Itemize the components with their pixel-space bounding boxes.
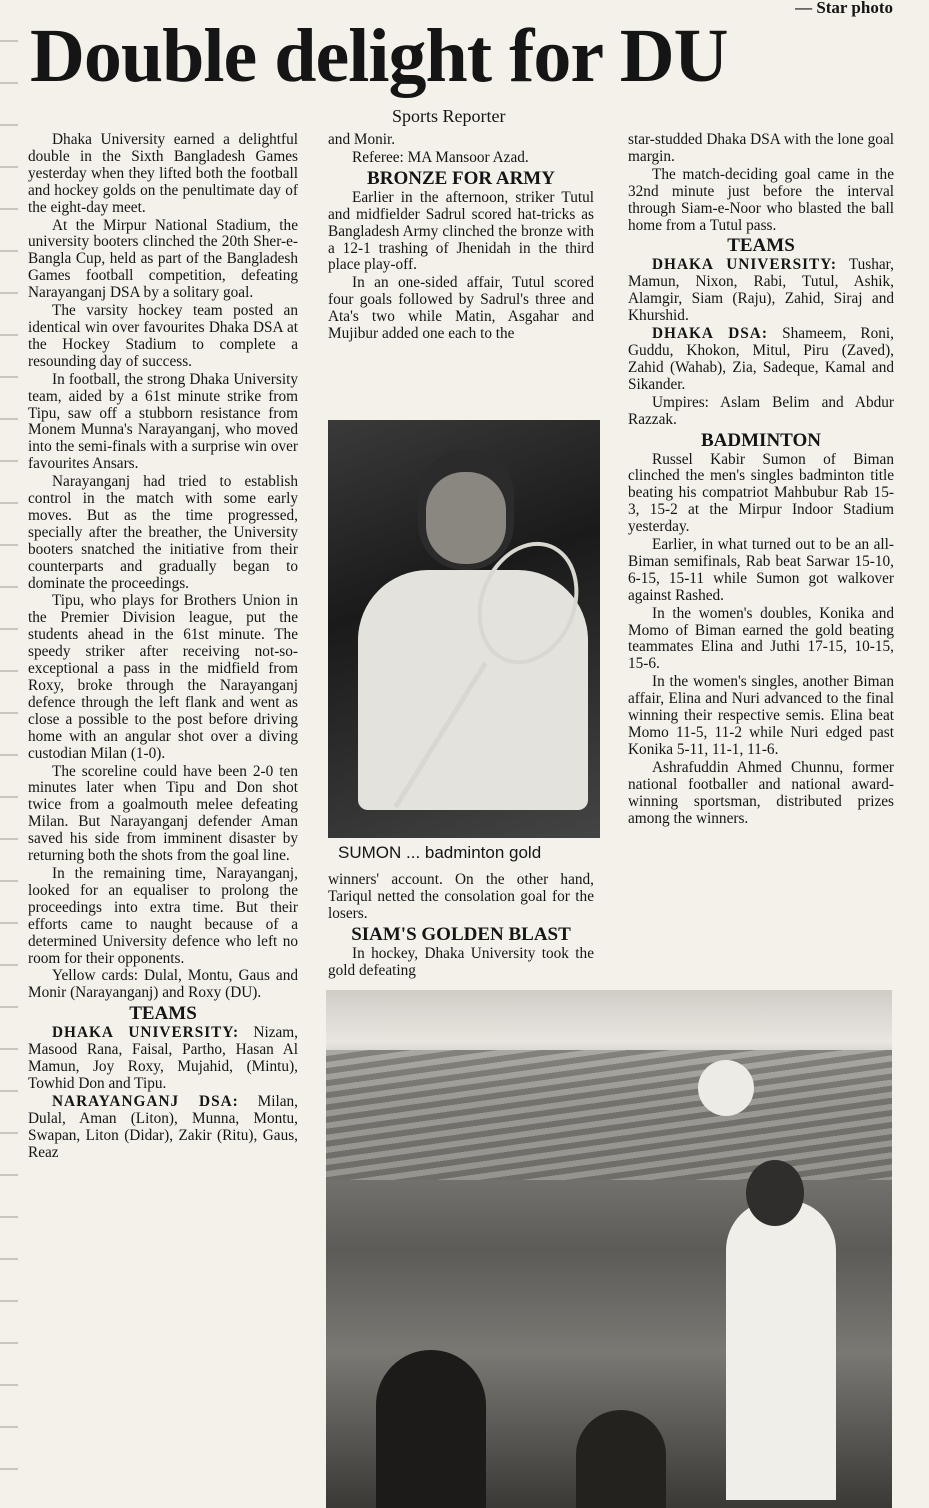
paragraph: Narayanganj had tried to establish control in the match with some early moves. But as the time progressed, specially after the breather, the University booters snatched the initiative from their counterparts and gradually began to dominate the proceedings. [28, 473, 298, 592]
subheading-teams: TEAMS [129, 1003, 197, 1025]
paragraph: Ashrafuddin Ahmed Chunnu, former national footballer and national award-winning sportsman, distributed prizes among the winners. [628, 758, 894, 827]
team-lineup [28, 1025, 298, 1093]
paragraph: and Monir. [328, 132, 396, 148]
photo-figure-face [426, 472, 506, 564]
football-icon [698, 1060, 754, 1116]
team-lineup [28, 1094, 298, 1162]
team-players: Nizam, Masood Rana, Faisal, Partho, Hasan Al Mamun, Joy Roxy, Mujahid, (Mintu), Towhid Don and Tipu. [28, 1024, 298, 1092]
team-lineup [628, 257, 894, 325]
photo-sumon [328, 420, 600, 838]
photo-credit: — Star photo [795, 0, 893, 17]
photo-caption: SUMON ... badminton gold [338, 843, 542, 862]
team-players: Tushar, Mamun, Nixon, Rabi, Tutul, Ashik, Alamgir, Siam (Raju), Zahid, Siraj and Khurshid. [628, 256, 894, 325]
photo-football-match [326, 990, 892, 1508]
byline: Sports Reporter [392, 106, 506, 126]
paragraph: Russel Kabir Sumon of Biman clinched the men's singles badminton title beating his compatriot Mahbubur Rab 15-3, 15-2 at the Mirpur Indoor Stadium yesterday. [628, 450, 894, 536]
paragraph: Earlier, in what turned out to be an all-Biman semifinals, Rab beat Sarwar 15-10, 6-15, 15-11 while Sumon got walkover against Rashed. [628, 536, 894, 604]
team-name: DHAKA UNIVERSITY: [52, 1024, 240, 1042]
referee-line: Referee: MA Mansoor Azad. [352, 148, 529, 166]
paragraph: In the women's doubles, Konika and Momo of Biman earned the gold beating teammates Elina and Juthi 17-15, 10-15, 15-6. [628, 604, 894, 673]
subheading-badminton: BADMINTON [701, 429, 821, 451]
photo-player-jumping [726, 1200, 836, 1500]
paragraph: Tipu, who plays for Brothers Union in the Premier Division league, put the students ahead in the 61st minute. The speedy striker after receiving not-so-exceptional a pass in the midfield from Roxy, broke through the Narayanganj defence through the left flank and went as close a possible to the post before driving home with an angular shot over a diving custodian Milan (1-0). [28, 592, 298, 762]
paragraph: In an one-sided affair, Tutul scored four goals followed by Sadrul's three and Ata's two while Matin, Asgahar and Mujibur added one each to the [328, 274, 594, 343]
stadium-roof [326, 1050, 892, 1180]
team-name: NARAYANGANJ DSA: [52, 1092, 239, 1110]
team-lineup [628, 326, 894, 394]
page-edge-left [0, 0, 18, 1508]
team-name: DHAKA UNIVERSITY: [652, 256, 837, 274]
page-edge-right [906, 0, 929, 1508]
team-players: Shameem, Roni, Guddu, Khokon, Mitul, Piru (Zaved), Zahid (Wahab), Zia, Sadeque, Kamal and Sikander. [628, 325, 894, 393]
article-column-2-continued [328, 872, 594, 992]
article-column-1 [28, 132, 298, 1504]
subheading-teams: TEAMS [727, 235, 795, 257]
paragraph: The match-deciding goal came in the 32nd minute just before the interval through Siam-e-Noor who blasted the ball home from a Tutul pass. [628, 165, 894, 234]
paragraph: Dhaka University earned a delightful double in the Sixth Bangladesh Games yesterday when they lifted both the football and hockey golds on the penultimate day of the eight-day meet. [28, 132, 298, 216]
paragraph: The varsity hockey team posted an identical win over favourites Dhaka DSA at the Hockey Stadium to complete a resounding day of success. [28, 302, 298, 370]
umpires-line: Umpires: Aslam Belim and Abdur Razzak. [628, 393, 894, 428]
paragraph: In hockey, Dhaka University took the gold defeating [328, 944, 594, 979]
photo-player-head [746, 1160, 804, 1226]
subheading-bronze: BRONZE FOR ARMY [367, 167, 555, 189]
photo-player-foreground [576, 1410, 666, 1508]
paragraph: In the remaining time, Narayanganj, looked for an equaliser to prolong the proceedings into extra time. But their efforts came to naught because of a determined University defence who left no room for their opponents. [28, 864, 298, 967]
team-players: Milan, Dulal, Aman (Liton), Munna, Montu, Swapan, Liton (Didar), Zakir (Ritu), Gaus, Reaz [28, 1092, 298, 1161]
paragraph: winners' account. On the other hand, Tariqul netted the consolation goal for the losers. [328, 872, 594, 922]
paragraph: Earlier in the afternoon, striker Tutul and midfielder Sadrul scored hat-tricks as Bangladesh Army clinched the bronze with a 12-1 trashing of Jhenidah in the third place play-off. [328, 188, 594, 274]
paragraph: In football, the strong Dhaka University team, aided by a 61st minute strike from Tipu, saw off a stubborn resistance from Monem Munna's Narayanganj, who moved into the semi-finals with a surprise win over favourites Ansars. [28, 370, 298, 473]
article-column-2 [328, 132, 594, 422]
subheading-siam: SIAM'S GOLDEN BLAST [351, 923, 571, 945]
team-name: DHAKA DSA: [652, 325, 768, 343]
photo-player-foreground [376, 1350, 486, 1508]
paragraph: star-studded Dhaka DSA with the lone goal margin. [628, 132, 894, 165]
article-column-3 [628, 132, 894, 990]
paragraph: At the Mirpur National Stadium, the university booters clinched the 20th Sher-e-Bangla Cup, held as part of the Bangladesh Games football competition, defeating Narayanganj DSA by a solitary goal. [28, 216, 298, 302]
paragraph: The scoreline could have been 2-0 ten minutes later when Tipu and Don shot twice from a goalmouth melee defeating Milan. But Narayanganj defender Aman saved his side from imminent disaster by returning both the shots from the goal line. [28, 762, 298, 865]
paragraph: In the women's singles, another Biman affair, Elina and Nuri advanced to the final winning their respective semis. Elina beat Momo 11-5, 11-2 while Nuri edged past Konika 5-11, 11-1, 11-6. [628, 673, 894, 758]
paragraph: Yellow cards: Dulal, Montu, Gaus and Monir (Narayanganj) and Roxy (DU). [28, 967, 298, 1002]
headline: Double delight for DU [30, 14, 728, 98]
